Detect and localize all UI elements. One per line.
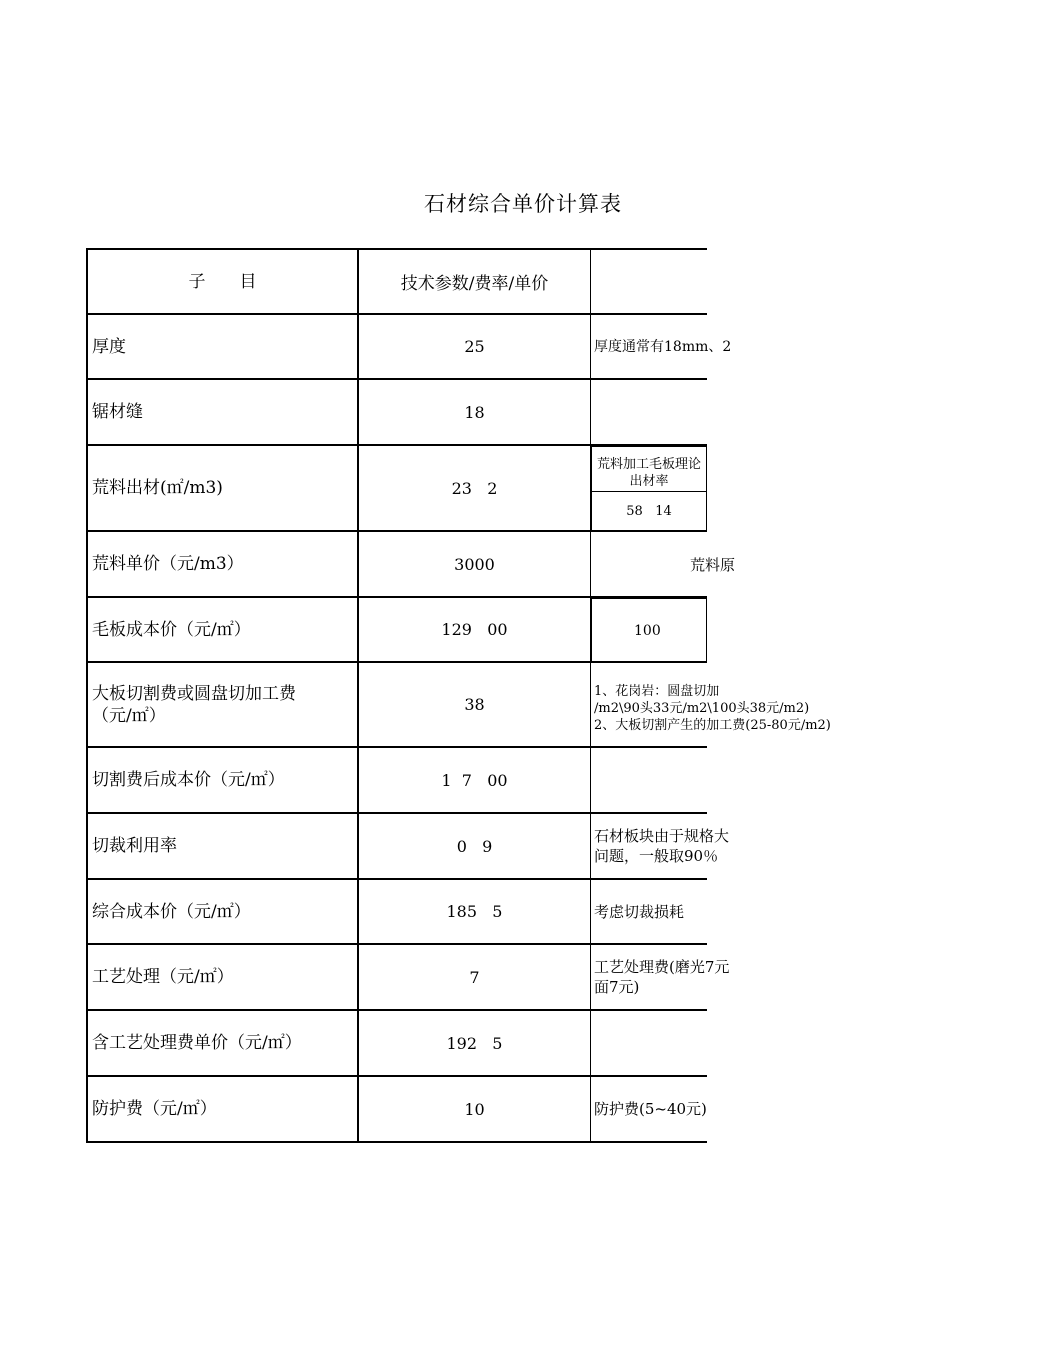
- row-note-line: /m2\90头33元/m2\100头38元/m2): [594, 701, 810, 716]
- row-value: 25: [464, 337, 485, 356]
- row-item-cell: [86, 1011, 359, 1075]
- row-note: 防护费(5~40元): [594, 1100, 707, 1118]
- header-item-label: 子 目: [188, 271, 257, 292]
- table-row: [86, 598, 707, 663]
- row-note-line: 1、花岗岩：圆盘切加: [594, 684, 720, 699]
- row-item-label: 毛板成本价（元/㎡）: [92, 619, 251, 640]
- row-value-cell: [359, 663, 591, 746]
- yield-rate-value-box: [591, 492, 707, 530]
- table-row: [86, 945, 730, 1011]
- table-row: [86, 1011, 707, 1077]
- row-value: 7: [469, 967, 480, 987]
- row-value: 192 5: [446, 1033, 503, 1053]
- row-item-label: 荒料出材(㎡/m3): [92, 478, 223, 498]
- table-row: [86, 532, 736, 598]
- row-item-label-unit: （元/㎡）: [92, 705, 166, 726]
- row-item-cell: [86, 315, 359, 378]
- row-value: 0 9: [456, 836, 493, 856]
- row-item-cell: [86, 663, 359, 746]
- row-value-cell: [359, 880, 591, 943]
- table-row: [86, 380, 707, 446]
- row-item-label: 综合成本价（元/㎡）: [92, 901, 251, 922]
- row-value-cell: [359, 380, 591, 444]
- row-value-cell: [359, 1077, 591, 1141]
- row-note-cell: [591, 814, 730, 878]
- row-item-cell: [86, 1077, 359, 1141]
- row-value: 38: [464, 695, 485, 714]
- row-item-cell: [86, 945, 359, 1009]
- row-value: 129 00: [441, 620, 508, 639]
- row-note-cell: [591, 880, 707, 943]
- row-value: 3000: [454, 554, 495, 574]
- row-value-cell: [359, 446, 591, 530]
- row-note: 100: [634, 622, 661, 639]
- row-note-line: 问题，一般取90％: [594, 847, 719, 865]
- row-item-cell: [86, 380, 359, 444]
- row-note-line: 2、大板切割产生的加工费(25-80元/m2): [594, 718, 831, 733]
- table-row: [86, 446, 707, 532]
- header-item-cell: [86, 250, 359, 313]
- table-header-row: [86, 248, 707, 315]
- row-item-cell: [86, 532, 359, 596]
- row-value-cell: [359, 1011, 591, 1075]
- row-item-cell: [86, 598, 359, 661]
- row-note: 厚度通常有18mm、2: [594, 338, 732, 355]
- table-row: [86, 814, 730, 880]
- row-item-label: 荒料单价（元/m3）: [92, 554, 244, 574]
- row-value-cell: [359, 814, 591, 878]
- row-item-label: 工艺处理（元/㎡）: [92, 967, 234, 987]
- yield-rate-label-box: [591, 446, 707, 492]
- row-value: 10: [464, 1099, 485, 1119]
- row-note-cell: [591, 315, 732, 378]
- yield-rate-label: 荒料加工毛板理论出材率: [596, 457, 701, 489]
- row-value: 23 2: [451, 478, 498, 498]
- table-row: [86, 880, 707, 945]
- row-item-label: 切裁利用率: [92, 836, 177, 856]
- row-note-cell: [591, 663, 991, 746]
- row-value-cell: [359, 598, 591, 661]
- row-item-label: 含工艺处理费单价（元/㎡）: [92, 1033, 302, 1053]
- row-item-label: 锯材缝: [92, 402, 143, 422]
- row-value-cell: [359, 315, 591, 378]
- row-item-label: 防护费（元/㎡）: [92, 1099, 217, 1119]
- row-note-cell: [591, 945, 730, 1009]
- row-item-cell: [86, 446, 359, 530]
- row-item-cell: [86, 880, 359, 943]
- page-title: 石材综合单价计算表: [424, 192, 622, 216]
- row-item-label: 大板切割费或圆盘切加工费: [92, 683, 296, 704]
- header-param-label: 技术参数/费率/单价: [400, 274, 549, 294]
- table-row: [86, 315, 732, 380]
- table-row: [86, 1077, 707, 1143]
- row-value-cell: [359, 748, 591, 812]
- header-param-cell: [359, 250, 591, 313]
- row-value-cell: [359, 945, 591, 1009]
- row-value: 185 5: [446, 902, 503, 921]
- row-item-label: 切割费后成本价（元/㎡）: [92, 770, 285, 790]
- table-row: [86, 748, 707, 814]
- row-note-cell: [591, 1077, 707, 1141]
- row-value: 18: [464, 402, 485, 422]
- yield-rate-value: 58 14: [626, 503, 672, 519]
- row-value-cell: [359, 532, 591, 596]
- row-note: 考虑切裁损耗: [594, 902, 685, 921]
- row-note-line: 工艺处理费(磨光7元: [594, 958, 730, 976]
- row-item-cell: [86, 748, 359, 812]
- row-value: 1 7 00: [441, 770, 508, 790]
- price-table: [86, 248, 831, 1143]
- row-note-line: 石材板块由于规格大: [594, 827, 730, 845]
- row-note-cell: [591, 532, 841, 596]
- row-note-line: 面7元): [594, 978, 640, 996]
- row-note: 荒料原: [690, 555, 736, 574]
- table-row: [86, 663, 831, 748]
- slab-ratio-box: [591, 598, 707, 662]
- row-item-cell: [86, 814, 359, 878]
- row-item-label: 厚度: [92, 336, 126, 357]
